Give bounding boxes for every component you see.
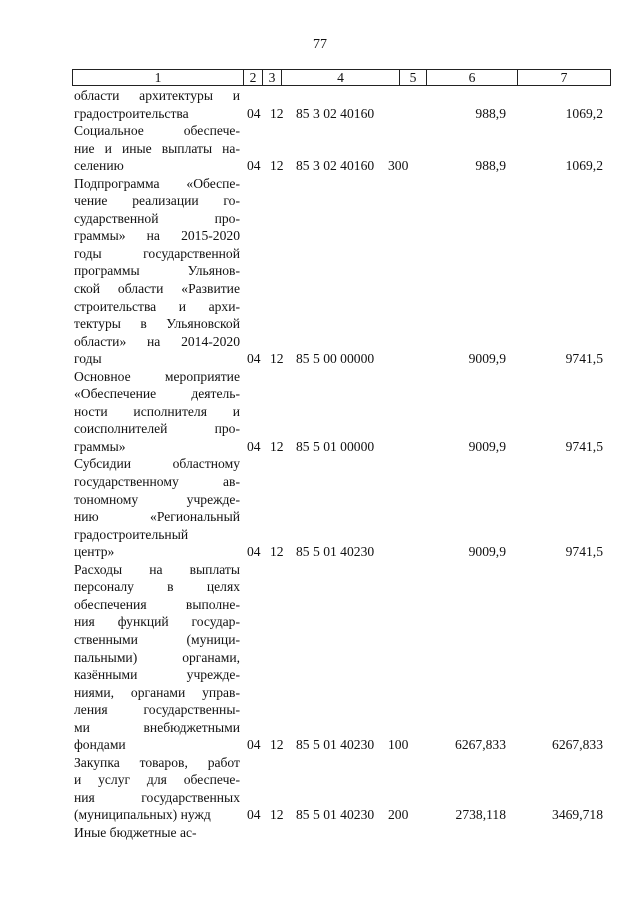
description-line: программы Ульянов-: [74, 263, 240, 279]
expense-type-code: 200: [388, 807, 409, 823]
row-values: [0, 543, 640, 561]
description-line: ние и иные выплаты на-: [74, 140, 240, 156]
row-values: [0, 350, 640, 368]
description-line: Закупка товаров, работ: [74, 754, 240, 770]
section-code: 04: [247, 737, 261, 753]
description-line: тектуры в Ульяновской: [74, 316, 240, 332]
description-line: пальными) органами,: [74, 649, 240, 665]
amount-2016: 9741,5: [565, 544, 603, 560]
description-line: ственными (муници-: [74, 631, 240, 647]
section-code: 04: [247, 158, 261, 174]
column-header-1: 1: [73, 70, 244, 86]
description-line: Социальное обеспече-: [74, 123, 240, 139]
description-line: Основное мероприятие: [74, 368, 240, 384]
description-line: казёнными учрежде-: [74, 667, 240, 683]
column-header-4: 4: [282, 70, 400, 86]
target-article-code: 85 5 01 40230: [296, 807, 375, 823]
description-line: центр»: [74, 544, 115, 560]
amount-2016: 1069,2: [565, 158, 603, 174]
amount-2015: 2738,118: [455, 807, 506, 823]
amount-2015: 6267,833: [455, 737, 506, 753]
section-code: 04: [247, 105, 261, 121]
table-row: [0, 455, 640, 560]
description-line: фондами: [74, 737, 126, 753]
description-line: годы: [74, 351, 102, 367]
table-row: [0, 824, 640, 842]
column-header-7: 7: [518, 70, 611, 86]
column-header-3: 3: [263, 70, 282, 86]
description-line: области архитектуры и: [74, 88, 240, 103]
target-article-code: 85 3 02 40160: [296, 158, 375, 174]
column-header-row: [72, 69, 611, 86]
amount-2016: 1069,2: [565, 105, 603, 121]
description-line: и услуг для обеспече-: [74, 772, 240, 788]
column-header-2: 2: [244, 70, 263, 86]
column-header-5: 5: [400, 70, 427, 86]
description-line: строительства и архи-: [74, 298, 240, 314]
target-article-code: 85 5 01 40230: [296, 737, 375, 753]
row-values: [0, 824, 640, 842]
description-line: Подпрограмма «Обеспе-: [74, 175, 240, 191]
description-line: ния государственных: [74, 789, 240, 805]
description-line: Субсидии областному: [74, 456, 240, 472]
description-line: ниями, органами управ-: [74, 684, 240, 700]
amount-2016: 3469,718: [552, 807, 603, 823]
subsection-code: 12: [270, 105, 284, 121]
subsection-code: 12: [270, 351, 284, 367]
table-row: [0, 175, 640, 368]
subsection-code: 12: [270, 438, 284, 454]
description-line: области» на 2014-2020: [74, 333, 240, 349]
description-line: селению: [74, 158, 124, 174]
row-description: [74, 561, 240, 754]
description-line: градостроительный: [74, 526, 189, 542]
subsection-code: 12: [270, 807, 284, 823]
budget-table-body: [0, 87, 640, 842]
description-line: годы государственной: [74, 245, 240, 261]
description-line: граммы» на 2015-2020: [74, 228, 240, 244]
description-line: Иные бюджетные ас-: [74, 824, 197, 840]
description-line: персоналу в целях: [74, 579, 240, 595]
amount-2016: 6267,833: [552, 737, 603, 753]
row-values: [0, 438, 640, 456]
row-values: [0, 806, 640, 824]
table-row: [0, 368, 640, 456]
description-line: Расходы на выплаты: [74, 561, 240, 577]
description-line: ской области «Развитие: [74, 281, 240, 297]
amount-2015: 988,9: [475, 158, 506, 174]
expense-type-code: 100: [388, 737, 409, 753]
target-article-code: 85 5 01 40230: [296, 544, 375, 560]
description-line: тономному учрежде-: [74, 491, 240, 507]
description-line: граммы»: [74, 438, 126, 454]
target-article-code: 85 5 01 00000: [296, 438, 375, 454]
amount-2016: 9741,5: [565, 438, 603, 454]
column-header-6: 6: [427, 70, 518, 86]
row-values: [0, 736, 640, 754]
target-article-code: 85 3 02 40160: [296, 105, 375, 121]
description-line: нию «Региональный: [74, 509, 240, 525]
subsection-code: 12: [270, 158, 284, 174]
table-row: [0, 122, 640, 175]
description-line: обеспечения выполне-: [74, 596, 240, 612]
page-number: 77: [313, 37, 327, 52]
section-code: 04: [247, 438, 261, 454]
expense-type-code: 300: [388, 158, 409, 174]
amount-2015: 9009,9: [468, 544, 506, 560]
subsection-code: 12: [270, 737, 284, 753]
amount-2015: 9009,9: [468, 351, 506, 367]
table-row: [0, 87, 640, 122]
description-line: ми внебюджетными: [74, 719, 240, 735]
amount-2016: 9741,5: [565, 351, 603, 367]
target-article-code: 85 5 00 00000: [296, 351, 375, 367]
description-line: чение реализации го-: [74, 193, 240, 209]
section-code: 04: [247, 544, 261, 560]
description-line: соисполнителей про-: [74, 421, 240, 437]
amount-2015: 9009,9: [468, 438, 506, 454]
description-line: «Обеспечение деятель-: [74, 386, 240, 402]
description-line: государственному ав-: [74, 474, 240, 490]
description-line: сударственной про-: [74, 210, 240, 226]
description-line: (муниципальных) нужд: [74, 807, 211, 823]
row-values: [0, 157, 640, 175]
row-values: [0, 105, 640, 123]
description-line: градостроительства: [74, 105, 189, 121]
amount-2015: 988,9: [475, 105, 506, 121]
section-code: 04: [247, 807, 261, 823]
section-code: 04: [247, 351, 261, 367]
subsection-code: 12: [270, 544, 284, 560]
table-row: [0, 754, 640, 824]
table-row: [0, 561, 640, 754]
description-line: ния функций государ-: [74, 614, 240, 630]
description-line: ности исполнителя и: [74, 403, 240, 419]
description-line: ления государственны-: [74, 702, 240, 718]
row-description: [74, 175, 240, 368]
